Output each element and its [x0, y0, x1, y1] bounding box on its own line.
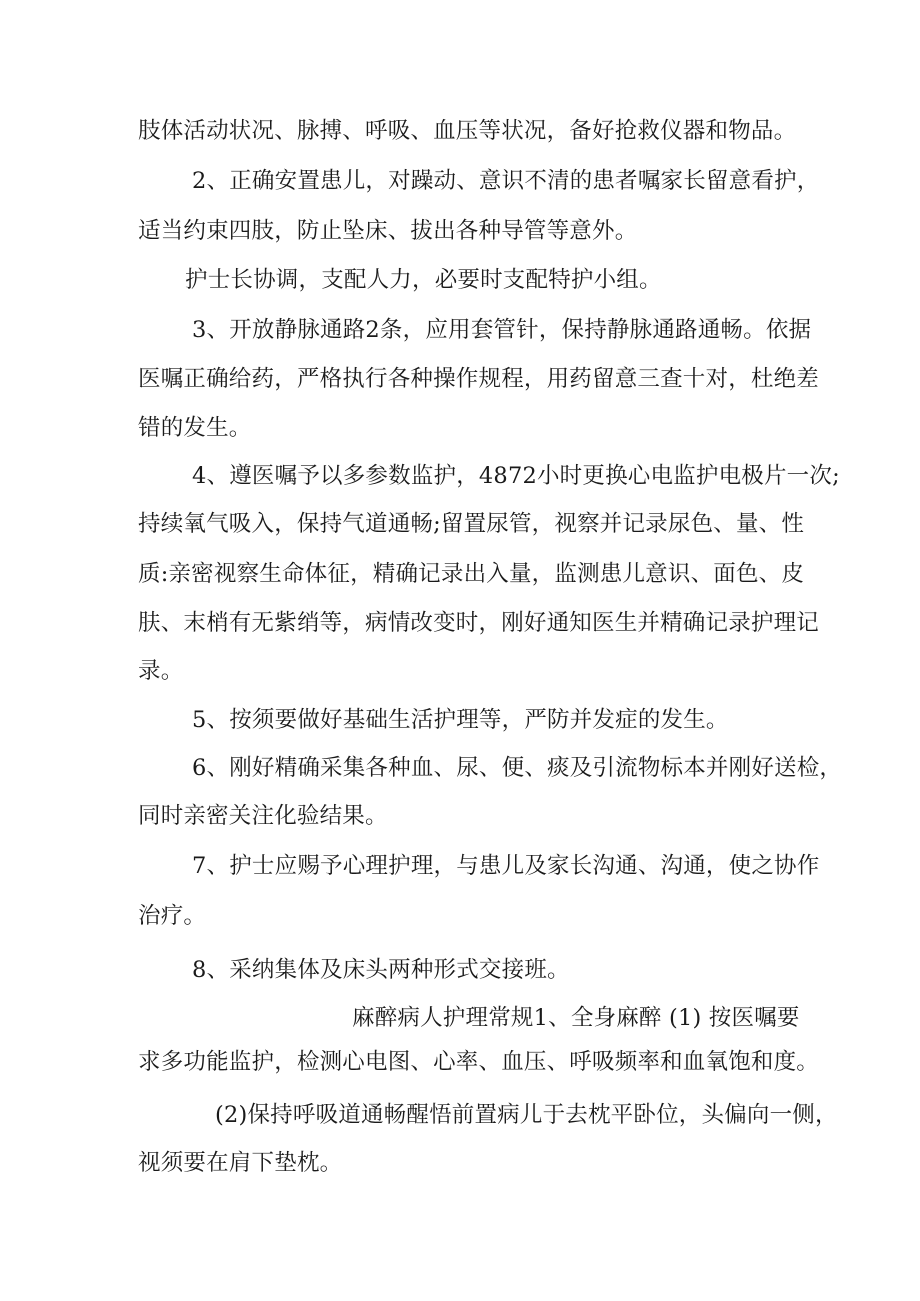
- text-line: 同时亲密关注化验结果。: [138, 803, 388, 829]
- text-line: 治疗。: [138, 903, 207, 929]
- text-line: 错的发生。: [138, 415, 252, 441]
- text-line: 3、开放静脉通路2条，应用套管针，保持静脉通路通畅。依据: [192, 317, 812, 343]
- text-line: 8、采纳集体及床头两种形式交接班。: [192, 957, 570, 983]
- text-line: 护士长协调，支配人力，必要时支配特护小组。: [185, 267, 662, 293]
- text-line: 持续氧气吸入，保持气道通畅;留置尿管，视察并记录尿色、量、性: [138, 511, 805, 537]
- text-line: 求多功能监护，检测心电图、心率、血压、呼吸频率和血氧饱和度。: [138, 1049, 820, 1075]
- text-line: 4、遵医嘱予以多参数监护，4872小时更换心电监护电极片一次;: [192, 463, 840, 489]
- text-line: 适当约束四肢，防止坠床、拔出各种导管等意外。: [138, 218, 638, 244]
- text-line: 录。: [138, 658, 184, 684]
- text-line: 视须要在肩下垫枕。: [138, 1150, 343, 1176]
- text-line: 质:亲密视察生命体征，精确记录出入量，监测患儿意识、面色、皮: [138, 561, 805, 587]
- text-line: 7、护士应赐予心理护理，与患儿及家长沟通、沟通，使之协作: [192, 853, 820, 879]
- text-line: 肢体活动状况、脉搏、呼吸、血压等状况，备好抢救仪器和物品。: [138, 118, 797, 144]
- text-line: 2、正确安置患儿，对躁动、意识不清的患者嘱家长留意看护，: [192, 168, 820, 194]
- text-line: 麻醉病人护理常规1、全身麻醉 (1) 按医嘱要: [352, 1005, 800, 1031]
- text-line: 肤、末梢有无紫绡等，病情改变时，刚好通知医生并精确记录护理记: [138, 610, 820, 636]
- text-line: 医嘱正确给药，严格执行各种操作规程，用药留意三查十对，杜绝差: [138, 366, 820, 392]
- text-line: 5、按须要做好基础生活护理等，严防并发症的发生。: [192, 707, 729, 733]
- text-line: 6、刚好精确采集各种血、尿、便、痰及引流物标本并刚好送检，: [192, 755, 843, 781]
- text-line: (2)保持呼吸道通畅醒悟前置病儿于去枕平卧位，头偏向一侧，: [215, 1102, 838, 1128]
